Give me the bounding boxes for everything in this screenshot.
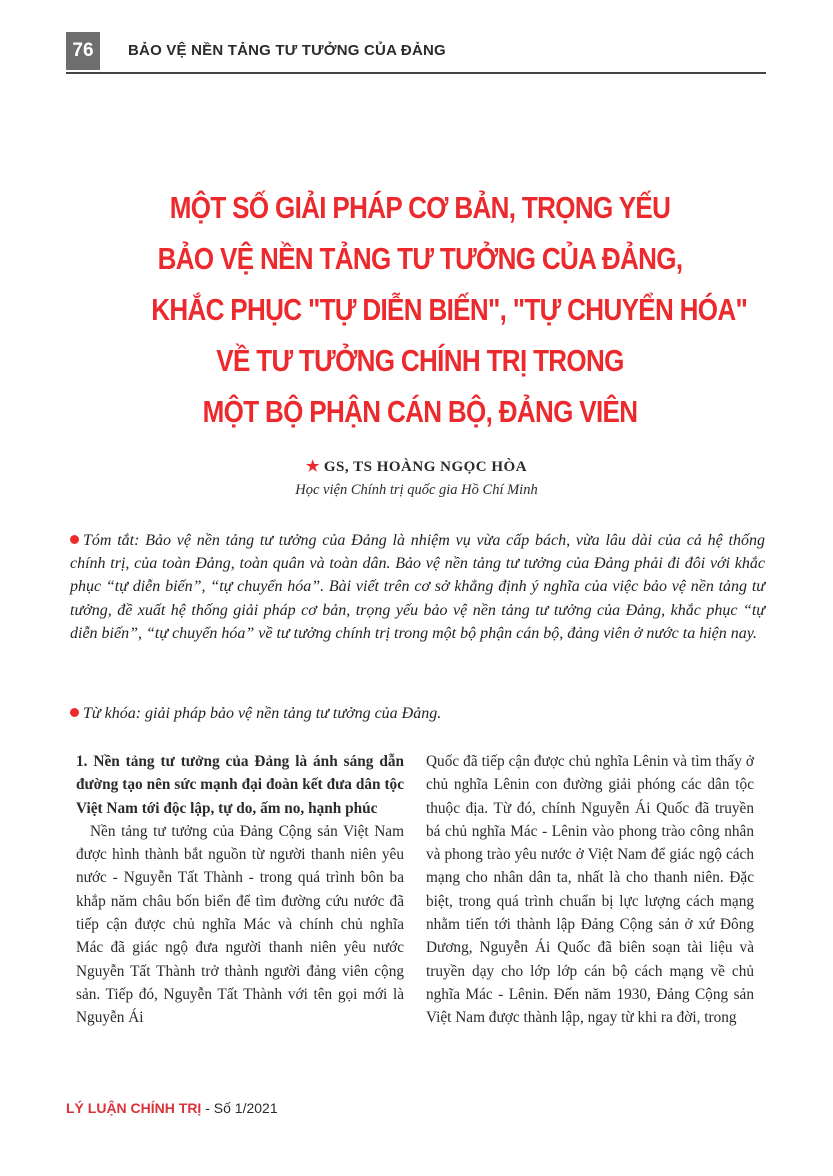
star-icon: ★ <box>305 459 320 475</box>
title-line: BẢO VỆ NỀN TẢNG TƯ TƯỞNG CỦA ĐẢNG, <box>157 241 683 276</box>
bullet-icon <box>70 708 79 717</box>
keywords-text: Từ khóa: giải pháp bảo vệ nền tảng tư tưởng của Đảng. <box>83 705 442 722</box>
header-rule <box>66 72 766 74</box>
title-line: MỘT SỐ GIẢI PHÁP CƠ BẢN, TRỌNG YẾU <box>169 190 671 225</box>
keywords <box>70 703 765 725</box>
body-column-right <box>426 750 754 1030</box>
body-paragraph: Nền tảng tư tưởng của Đảng Cộng sản Việt Nam được hình thành bắt nguồn từ người thanh niên yêu nước - Nguyễn Tất Thành - trong quá trình bôn ba khắp năm châu bốn biển để tìm đường cứu nước đã tiếp cận được chủ nghĩa Mác và chính chủ nghĩa Mác đã giác ngộ đưa người thanh niên yêu nước Nguyễn Tất Thành trở thành người đảng viên cộng sản. Tiếp đó, Nguyễn Tất Thành với tên gọi mới là Nguyễn Ái <box>76 822 404 1027</box>
article-title <box>100 182 748 437</box>
abstract <box>70 529 765 645</box>
issue-number: - Số 1/2021 <box>201 1100 278 1116</box>
title-line: MỘT BỘ PHẬN CÁN BỘ, ĐẢNG VIÊN <box>202 394 638 429</box>
title-line: VỀ TƯ TƯỞNG CHÍNH TRỊ TRONG <box>216 343 624 378</box>
journal-name: LÝ LUẬN CHÍNH TRỊ <box>66 1100 202 1116</box>
footer <box>66 1100 278 1116</box>
body-paragraph: Quốc đã tiếp cận được chủ nghĩa Lênin và tìm thấy ở chủ nghĩa Lênin con đường giải phóng các dân tộc thuộc địa. Từ đó, chính Nguyễn Ái Quốc đã truyền bá chủ nghĩa Mác - Lênin vào phong trào công nhân và phong trào yêu nước ở Việt Nam để giác ngộ cách mạng cho nhân dân ta, nhất là cho thanh niên. Đặc biệt, trong quá trình chuẩn bị lực lượng cách mạng nhằm tiến tới thành lập Đảng Cộng sản ở xứ Đông Dương, Nguyễn Ái Quốc đã biên soạn tài liệu và truyền dạy cho lớp lớp cán bộ cách mạng về chủ nghĩa Mác - Lênin. Đến năm 1930, Đảng Cộng sản Việt Nam được thành lập, ngay từ khi ra đời, trong <box>426 753 754 1027</box>
page-number: 76 <box>66 32 100 70</box>
body-column-left <box>76 750 404 1030</box>
author-affiliation: Học viện Chính trị quốc gia Hồ Chí Minh <box>295 482 538 498</box>
bullet-icon <box>70 535 79 544</box>
title-line: KHẮC PHỤC "TỰ DIỄN BIẾN", "TỰ CHUYỂN HÓA" <box>151 292 748 327</box>
author-line <box>0 457 833 476</box>
abstract-text: Tóm tắt: Bảo vệ nền tảng tư tưởng của Đảng là nhiệm vụ vừa cấp bách, vừa lâu dài của cả hệ thống chính trị, của toàn Đảng, toàn quân và toàn dân. Bảo vệ nền tảng tư tưởng của Đảng phải đi đôi với khắc phục “tự diễn biến”, “tự chuyển hóa”. Bài viết trên cơ sở khẳng định ý nghĩa của việc bảo vệ nền tảng tư tưởng, đề xuất hệ thống giải pháp cơ bản, trọng yếu bảo vệ nền tảng tư tưởng của Đảng, khắc phục “tự diễn biến”, “tự chuyển hóa” về tư tưởng chính trị trong một bộ phận cán bộ, đảng viên ở nước ta hiện nay. <box>70 532 765 642</box>
running-header: BẢO VỆ NỀN TẢNG TƯ TƯỞNG CỦA ĐẢNG <box>128 42 446 59</box>
author-name: GS, TS HOÀNG NGỌC HÒA <box>323 459 528 475</box>
section-heading: 1. Nền tảng tư tưởng của Đảng là ánh sáng dẫn đường tạo nên sức mạnh đại đoàn kết đưa dân tộc Việt Nam tới độc lập, tự do, ấm no, hạnh phúc <box>76 753 404 817</box>
